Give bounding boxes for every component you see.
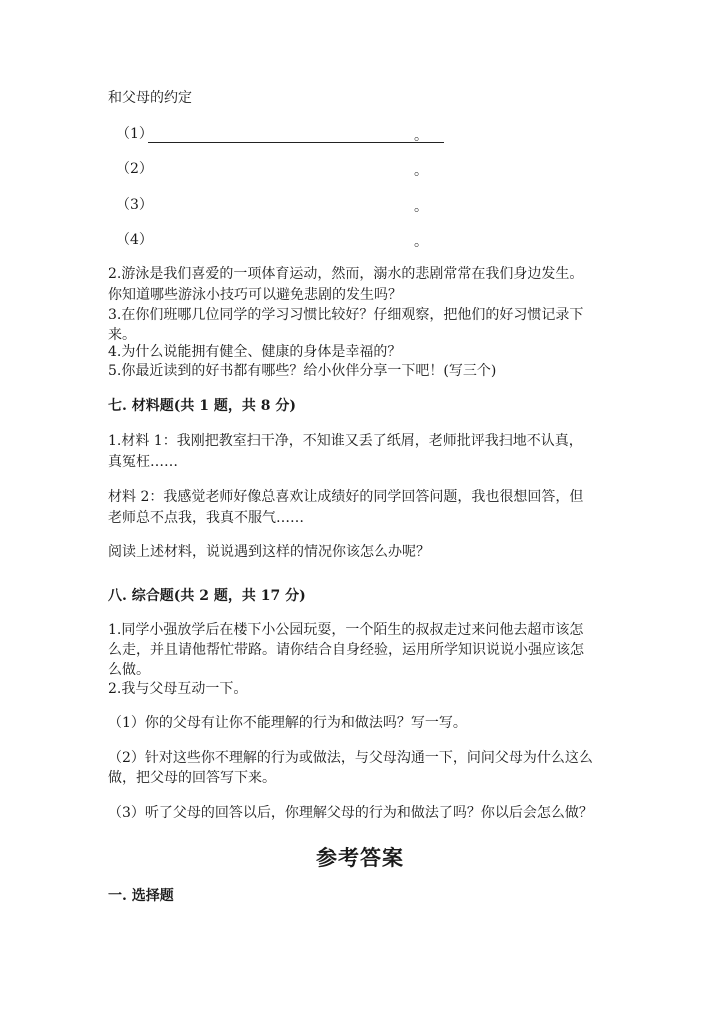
- question-4: 4.为什么说能拥有健全、健康的身体是幸福的？: [108, 344, 402, 360]
- question-2-line-2: 你知道哪些游泳小技巧可以避免悲剧的发生吗？: [108, 287, 402, 303]
- blank-number: （3）: [116, 197, 153, 213]
- composite-1-line-2: 么走，并且请他帮忙带路。请你结合自身经验，运用所学知识说说小强应该怎: [108, 642, 584, 658]
- material-1-line-2: 真冤枉……: [108, 454, 178, 470]
- question-3-line-2: 来。: [108, 327, 136, 343]
- blank-number: （4）: [116, 232, 153, 248]
- question-5: 5.你最近读到的好书都有哪些？给小伙伴分享一下吧！(写三个): [108, 363, 497, 379]
- intro-text: 和父母的约定: [108, 90, 192, 106]
- answer-key-title: 参考答案: [316, 845, 404, 870]
- material-1-line-1: 1.材料 1：我刚把教室扫干净，不知谁又丢了纸屑，老师批评我扫地不认真，: [108, 433, 583, 449]
- composite-2-sub-3: （3）听了父母的回答以后，你理解父母的行为和做法了吗？你以后会怎么做？: [108, 805, 593, 821]
- composite-2-sub-2-line-2: 做，把父母的回答写下来。: [108, 770, 276, 786]
- answer-section-1-heading: 一. 选择题: [108, 888, 174, 904]
- blank-number: （1）: [116, 126, 153, 142]
- composite-2-sub-2-line-1: （2）针对这些你不理解的行为或做法，与父母沟通一下，问问父母为什么这么: [108, 750, 593, 766]
- composite-1-line-3: 么做。: [108, 662, 150, 678]
- material-prompt: 阅读上述材料，说说遇到这样的情况你该怎么办呢？: [108, 544, 430, 560]
- material-2-line-1: 材料 2：我感觉老师好像总喜欢让成绩好的同学回答问题，我也很想回答，但: [108, 489, 584, 505]
- composite-2: 2.我与父母互动一下。: [108, 681, 248, 697]
- question-3-line-1: 3.在你们班哪几位同学的学习习惯比较好？仔细观察，把他们的好习惯记录下: [108, 307, 584, 323]
- material-2-line-2: 老师总不点我，我真不服气……: [108, 510, 304, 526]
- answer-underline: [148, 142, 444, 143]
- blank-period: 。: [414, 128, 428, 144]
- blank-period: 。: [414, 234, 428, 250]
- section-7-heading: 七. 材料题(共 1 题，共 8 分): [108, 398, 296, 414]
- composite-2-sub-1: （1）你的父母有让你不能理解的行为和做法吗？写一写。: [108, 715, 467, 731]
- composite-1-line-1: 1.同学小强放学后在楼下小公园玩耍，一个陌生的叔叔走过来问他去超市该怎: [108, 622, 584, 638]
- blank-number: （2）: [116, 161, 153, 177]
- blank-period: 。: [414, 199, 428, 215]
- blank-period: 。: [414, 163, 428, 179]
- section-8-heading: 八. 综合题(共 2 题，共 17 分): [108, 588, 306, 604]
- question-2-line-1: 2.游泳是我们喜爱的一项体育运动，然而，溺水的悲剧常常在我们身边发生。: [108, 266, 584, 282]
